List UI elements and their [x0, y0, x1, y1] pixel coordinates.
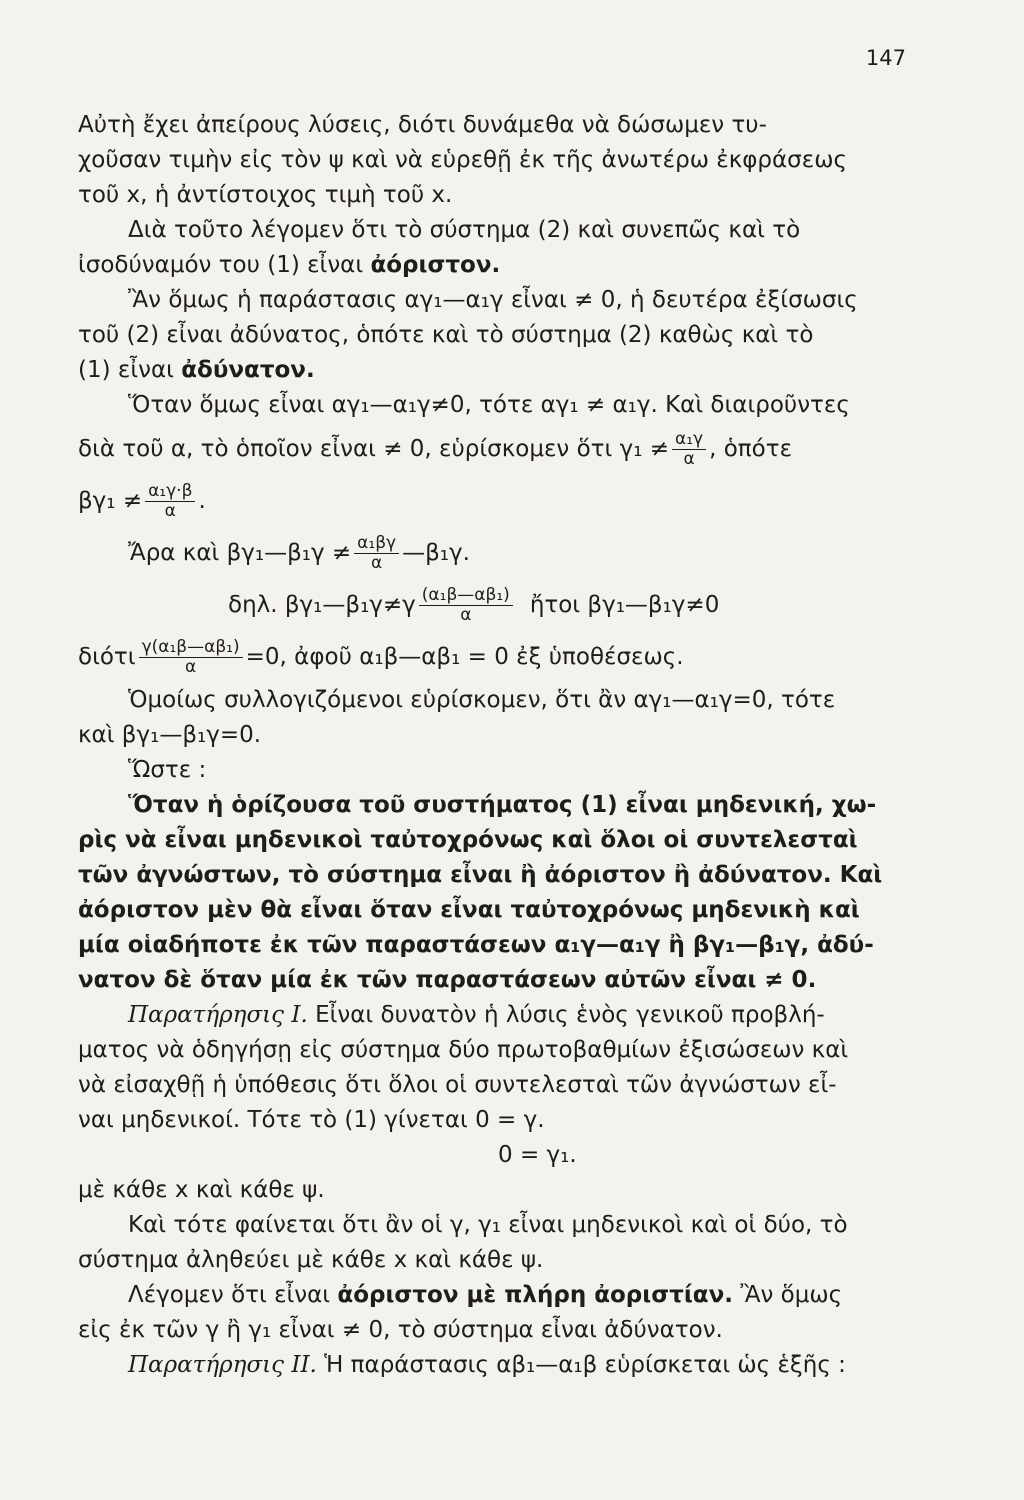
- text-line: [78, 143, 920, 178]
- text-line: [78, 388, 920, 423]
- denominator: α: [184, 656, 197, 677]
- fraction: [139, 638, 243, 677]
- bold-statement-line: [78, 893, 920, 928]
- text-line-content: =0, ἀφοῦ α₁β—αβ₁ = 0 ἐξ ὑποθέσεως.: [245, 643, 684, 670]
- formula-line: [78, 631, 920, 683]
- bold-statement-line: [78, 928, 920, 963]
- text-line-content: ἤτοι βγ₁—β₁γ≠0: [529, 591, 720, 618]
- bold-statement-line: [78, 788, 920, 823]
- text-line: [78, 1208, 920, 1243]
- formula-line: [78, 423, 920, 475]
- text-line-content: σύστημα ἀληθεύει μὲ κάθε x καὶ κάθε ψ.: [78, 1247, 544, 1273]
- text-line: [78, 1313, 920, 1348]
- text-line: [78, 753, 920, 788]
- text-line-content: 0 = γ₁.: [498, 1142, 577, 1168]
- numerator: α₁γ·β: [145, 482, 195, 502]
- page-body: [78, 108, 920, 1383]
- formula-line: [78, 527, 920, 579]
- bold-statement-line: [78, 823, 920, 858]
- denominator: α: [371, 552, 383, 573]
- text-line-content: ναι μηδενικοί. Τότε τὸ (1) γίνεται 0 = γ.: [78, 1107, 545, 1133]
- text-line-content: ἀόριστον μὲν θὰ εἶναι ὅταν εἶναι ταὐτοχρόνως μηδενικὴ καὶ: [78, 897, 860, 923]
- page-number: 147: [865, 46, 906, 70]
- bold-statement-line: [78, 963, 920, 998]
- text-line: [78, 1103, 920, 1138]
- text-line: [78, 1138, 920, 1173]
- text-line-content: Διὰ τοῦτο λέγομεν ὅτι τὸ σύστημα (2) καὶ συνεπῶς καὶ τὸ: [128, 217, 801, 243]
- text-line: [78, 108, 920, 143]
- text-line: [78, 998, 920, 1033]
- denominator: α: [683, 448, 695, 469]
- formula-line: [78, 579, 920, 631]
- bold-term: ἀόριστον μὲ πλήρη ἀοριστίαν.: [337, 1282, 733, 1308]
- fraction: [672, 430, 706, 469]
- fraction: [145, 482, 195, 521]
- text-line-content: διότι: [78, 643, 136, 670]
- text-line-content: Ἂν ὅμως ἡ παράστασις αγ₁—α₁γ εἶναι ≠ 0, ἡ δευτέρα ἐξίσωσις: [128, 287, 858, 313]
- text-line: [78, 318, 920, 353]
- bold-term: ἀδύνατον.: [181, 357, 315, 383]
- text-line: [78, 283, 920, 318]
- text-line-content: Ἂν ὅμως: [740, 1282, 843, 1308]
- text-line: [78, 718, 920, 753]
- text-line-content: Αὐτὴ ἔχει ἀπείρους λύσεις, διότι δυνάμεθα νὰ δώσωμεν τυ-: [78, 112, 767, 138]
- numerator: α₁γ: [672, 430, 706, 450]
- text-line: [78, 683, 920, 718]
- text-line: [78, 1348, 920, 1383]
- text-line-content: ρὶς νὰ εἶναι μηδενικοὶ ταὐτοχρόνως καὶ ὅλοι οἱ συντελεσταὶ: [78, 827, 858, 853]
- text-line-content: (1) εἶναι: [78, 357, 174, 383]
- numerator: α₁βγ: [354, 534, 399, 554]
- text-line: [78, 213, 920, 248]
- text-line-content: Ἡ παράστασις αβ₁—α₁β εὑρίσκεται ὡς ἑξῆς :: [324, 1352, 846, 1378]
- text-line-content: Ὥστε :: [128, 757, 207, 783]
- text-line-content: διὰ τοῦ α, τὸ ὁποῖον εἶναι ≠ 0, εὑρίσκομεν ὅτι γ₁ ≠: [78, 435, 670, 462]
- text-line-content: Λέγομεν ὅτι εἶναι: [128, 1282, 331, 1308]
- text-line-content: ἰσοδύναμόν του (1) εἶναι: [78, 252, 364, 278]
- text-line-content: Ὅταν ἡ ὁρίζουσα τοῦ συστήματος (1) εἶναι μηδενική, χω-: [128, 792, 877, 818]
- remark-heading: Παρατήρησις ΙΙ.: [128, 1352, 317, 1378]
- text-line-content: εἰς ἐκ τῶν γ ἢ γ₁ εἶναι ≠ 0, τὸ σύστημα εἶναι ἀδύνατον.: [78, 1317, 723, 1343]
- text-line: [78, 1033, 920, 1068]
- text-line: [78, 1068, 920, 1103]
- text-line: [78, 1278, 920, 1313]
- text-line-content: .: [198, 487, 206, 514]
- text-line-content: Ἄρα καὶ βγ₁—β₁γ ≠: [128, 539, 352, 566]
- bold-statement-line: [78, 858, 920, 893]
- text-line-content: τοῦ x, ἡ ἀντίστοιχος τιμὴ τοῦ x.: [78, 182, 453, 208]
- numerator: (α₁β—αβ₁): [419, 586, 513, 606]
- text-line-content: τῶν ἀγνώστων, τὸ σύστημα εἶναι ἢ ἀόριστον ἢ ἀδύνατον. Καὶ: [78, 862, 883, 888]
- text-line: [78, 178, 920, 213]
- text-line-content: νατον δὲ ὅταν μία ἐκ τῶν παραστάσεων αὐτῶν εἶναι ≠ 0.: [78, 967, 817, 993]
- text-line-content: Ὅταν ὅμως εἶναι αγ₁—α₁γ≠0, τότε αγ₁ ≠ α₁γ. Καὶ διαιροῦντες: [128, 392, 850, 418]
- text-line-content: καὶ βγ₁—β₁γ=0.: [78, 722, 262, 748]
- text-line: [78, 1173, 920, 1208]
- text-line-content: μὲ κάθε x καὶ κάθε ψ.: [78, 1177, 325, 1203]
- text-line-content: Καὶ τότε φαίνεται ὅτι ἂν οἱ γ, γ₁ εἶναι μηδενικοὶ καὶ οἱ δύο, τὸ: [128, 1212, 848, 1238]
- text-line: [78, 353, 920, 388]
- text-line-content: μία οἱαδήποτε ἐκ τῶν παραστάσεων α₁γ—α₁γ ἢ βγ₁—β₁γ, ἀδύ-: [78, 932, 874, 958]
- text-line-content: ματος νὰ ὁδηγήσῃ εἰς σύστημα δύο πρωτοβαθμίων ἐξισώσεων καὶ: [78, 1037, 849, 1063]
- denominator: α: [460, 604, 472, 625]
- text-line: [78, 1243, 920, 1278]
- text-line-content: Εἶναι δυνατὸν ἡ λύσις ἑνὸς γενικοῦ προβλή-: [315, 1002, 825, 1028]
- bold-term: ἀόριστον.: [370, 252, 501, 278]
- text-line-content: —β₁γ.: [402, 539, 470, 566]
- text-line-content: βγ₁ ≠: [78, 487, 143, 514]
- text-line-content: Ὁμοίως συλλογιζόμενοι εὑρίσκομεν, ὅτι ἂν αγ₁—α₁γ=0, τότε: [128, 687, 836, 713]
- text-line: [78, 248, 920, 283]
- text-line-content: δηλ. βγ₁—β₁γ≠γ: [228, 591, 416, 618]
- text-line-content: νὰ εἰσαχθῇ ἡ ὑπόθεσις ὅτι ὅλοι οἱ συντελεσταὶ τῶν ἀγνώστων εἶ-: [78, 1072, 837, 1098]
- remark-heading: Παρατήρησις Ι.: [128, 1002, 308, 1028]
- formula-line: [78, 475, 920, 527]
- denominator: α: [164, 500, 176, 521]
- fraction: [354, 534, 399, 573]
- text-line-content: τοῦ (2) εἶναι ἀδύνατος, ὁπότε καὶ τὸ σύστημα (2) καθὼς καὶ τὸ: [78, 322, 814, 348]
- fraction: [419, 586, 513, 625]
- text-line-content: , ὁπότε: [709, 435, 793, 462]
- text-line-content: χοῦσαν τιμὴν εἰς τὸν ψ καὶ νὰ εὑρεθῇ ἐκ τῆς ἀνωτέρω ἐκφράσεως: [78, 147, 847, 173]
- numerator: γ(α₁β—αβ₁): [139, 638, 243, 658]
